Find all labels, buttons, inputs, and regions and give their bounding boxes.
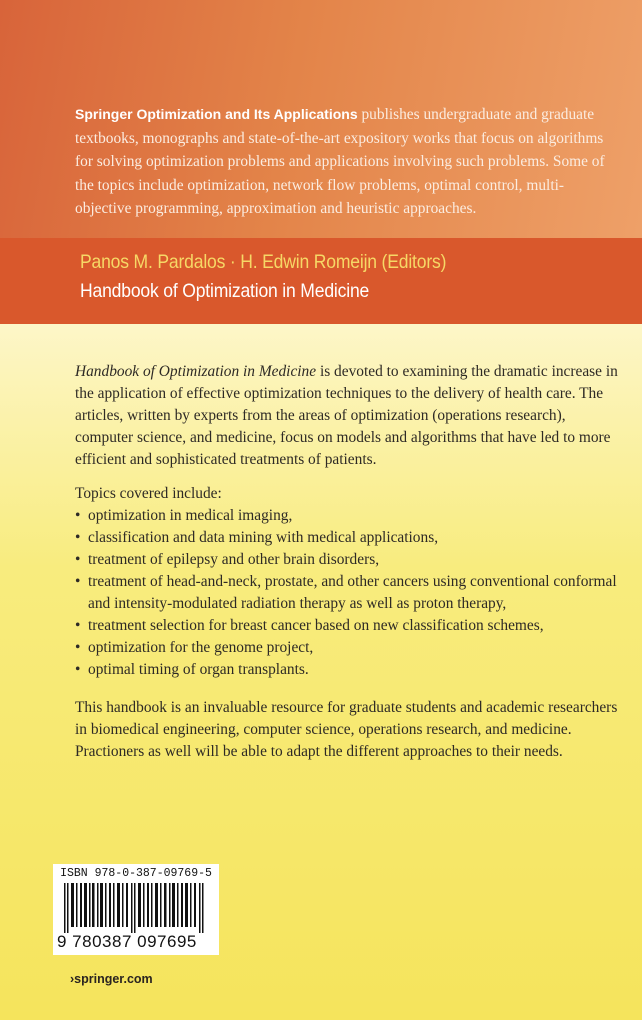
barcode-bars bbox=[61, 883, 211, 933]
lead-title: Handbook of Optimization in Medicine bbox=[75, 363, 317, 380]
series-blurb-text: publishes undergraduate and graduate textbooks, monographs and state-of-the-art expository works that focus on algorithms for solving optimization problems and applications involving such problems. Some of the topics include optimization, network flow problems, optimal control, multi-objective programming, approximation and heuristic approaches. bbox=[75, 106, 605, 217]
publisher-website[interactable]: ›springer.com bbox=[70, 972, 153, 986]
closing-paragraph: This handbook is an invaluable resource for graduate students and academic researchers in biomedical engineering, computer science, operations research, and medicine. Practioners as well will be able to adapt the different approaches to their needs. bbox=[75, 699, 618, 760]
topic-item: • treatment of head-and-neck, prostate, and other cancers using conventional conformal and intensity-modulated radiation therapy as well as proton therapy, bbox=[75, 571, 623, 615]
topic-item: • optimal timing of organ transplants. bbox=[75, 659, 623, 681]
book-title: Handbook of Optimization in Medicine bbox=[80, 280, 370, 302]
editors-line: Panos M. Pardalos · H. Edwin Romeijn (Editors) bbox=[80, 251, 447, 273]
topics-intro: Topics covered include: bbox=[75, 485, 222, 502]
topic-item: • optimization for the genome project, bbox=[75, 637, 623, 659]
topic-item: • classification and data mining with medical applications, bbox=[75, 527, 623, 549]
lead-text: is devoted to examining the dramatic increase in the application of effective optimization techniques to the delivery of health care. The articles, written by experts from the areas of optimization (operations research), computer science, and medicine, focus on models and algorithms that have led to more efficient and sophisticated treatments of patients. bbox=[75, 363, 618, 468]
isbn-barcode bbox=[53, 864, 219, 955]
isbn-label: ISBN 978-0-387-09769-5 bbox=[60, 867, 212, 880]
topic-item: • treatment of epilepsy and other brain disorders, bbox=[75, 549, 623, 571]
series-name: Springer Optimization and Its Applications bbox=[75, 106, 358, 122]
book-description bbox=[75, 361, 623, 775]
topic-item: • optimization in medical imaging, bbox=[75, 505, 623, 527]
topic-item: • treatment selection for breast cancer based on new classification schemes, bbox=[75, 615, 623, 637]
lead-paragraph bbox=[75, 361, 623, 471]
topics-list bbox=[75, 505, 623, 681]
series-description bbox=[75, 103, 615, 221]
barcode-digits: 9 780387 097695 bbox=[57, 932, 197, 951]
